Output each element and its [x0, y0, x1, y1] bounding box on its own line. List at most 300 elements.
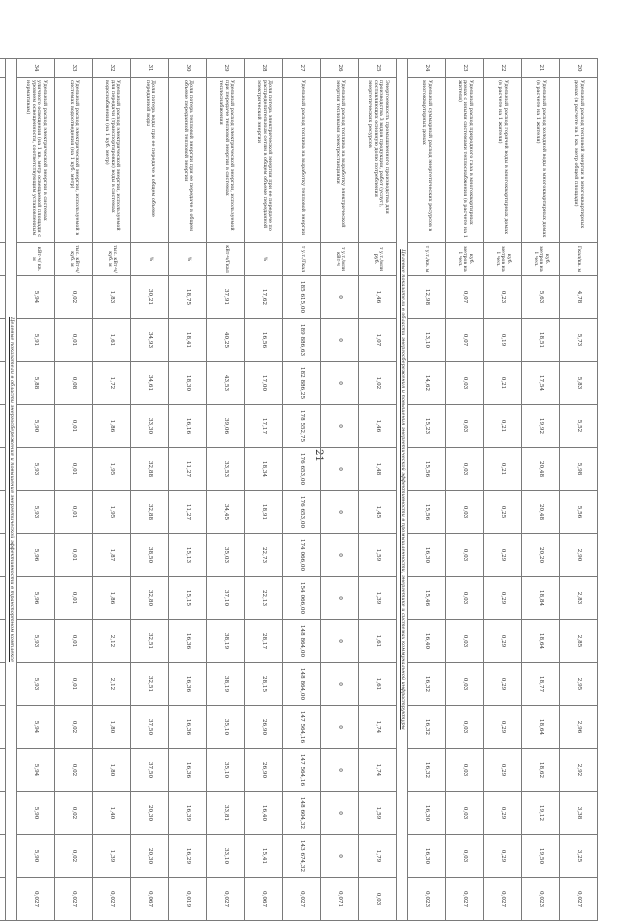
value-cell: 15,15	[169, 577, 207, 620]
value-cell: 20,48	[522, 491, 560, 534]
value-cell: 16,39	[169, 792, 207, 835]
value-cell	[0, 534, 6, 577]
row-number-cell: 28	[245, 59, 283, 78]
unit-cell: тыс. кВт·ч/ куб. м	[93, 243, 131, 276]
unit-cell: т у.т./млн кВт·ч	[321, 243, 359, 276]
value-cell: 16,40	[245, 792, 283, 835]
value-cell: 0,027	[17, 878, 55, 921]
value-cell: 38,19	[207, 620, 245, 663]
value-cell: 1,02	[359, 362, 397, 405]
value-cell: 17,00	[245, 362, 283, 405]
value-cell: 0,21	[484, 448, 522, 491]
value-cell: 0,067	[131, 878, 169, 921]
value-cell: 15,56	[408, 491, 446, 534]
indicator-name-cell: Удельный расход холодной воды в многоквартирных домах (в расчете на 1 жителя)	[522, 78, 560, 243]
value-cell: 3,25	[560, 835, 598, 878]
row-number-cell: 22	[484, 59, 522, 78]
value-cell: 28,15	[245, 663, 283, 706]
value-cell: 16,36	[169, 706, 207, 749]
value-cell: 1,72	[93, 362, 131, 405]
value-cell: 17,54	[522, 362, 560, 405]
value-cell: 0	[321, 792, 359, 835]
row-number-cell: 21	[522, 59, 560, 78]
value-cell: 1,95	[93, 491, 131, 534]
value-cell: 0,07	[446, 319, 484, 362]
unit-cell: кВт·ч/ кв. м	[17, 243, 55, 276]
section-header-transport	[6, 59, 17, 921]
value-cell: 32,51	[131, 620, 169, 663]
row-number-cell: 29	[207, 59, 245, 78]
value-cell: 0,02	[55, 749, 93, 792]
section-header-industry	[397, 59, 408, 921]
value-cell: 0,03	[359, 878, 397, 921]
value-cell: 0,027	[207, 878, 245, 921]
value-cell: 5,52	[560, 405, 598, 448]
value-cell: 5,88	[17, 362, 55, 405]
value-cell	[0, 835, 6, 878]
value-cell: 0,03	[446, 448, 484, 491]
row-number-cell: 25	[359, 59, 397, 78]
value-cell: 147 564,16	[283, 706, 321, 749]
value-cell: 1,74	[359, 749, 397, 792]
value-cell: 0,03	[446, 577, 484, 620]
indicators-table	[0, 58, 598, 921]
value-cell: 1,39	[359, 577, 397, 620]
value-cell: 143 674,32	[283, 835, 321, 878]
value-cell: 37,50	[131, 749, 169, 792]
value-cell: 20,20	[522, 534, 560, 577]
value-cell: 5,96	[17, 577, 55, 620]
unit-cell: Гкал/кв. м	[560, 243, 598, 276]
value-cell: 17,17	[245, 405, 283, 448]
value-cell: 147 564,16	[283, 749, 321, 792]
value-cell: 0,29	[484, 792, 522, 835]
table-row	[283, 59, 321, 921]
value-cell: 174 066,00	[283, 534, 321, 577]
value-cell: 5,94	[17, 706, 55, 749]
value-cell: 16,30	[408, 792, 446, 835]
value-cell: 1,59	[359, 534, 397, 577]
value-cell: 0,01	[55, 491, 93, 534]
value-cell: 1,80	[93, 706, 131, 749]
table-row	[245, 59, 283, 921]
value-cell: 14,62	[408, 362, 446, 405]
value-cell: 15,41	[245, 835, 283, 878]
value-cell: 32,88	[131, 491, 169, 534]
value-cell: 0	[321, 749, 359, 792]
table-row	[446, 59, 484, 921]
value-cell: 1,61	[93, 319, 131, 362]
value-cell: 15,23	[408, 405, 446, 448]
value-cell: 148 864,00	[283, 663, 321, 706]
value-cell: 15,46	[408, 577, 446, 620]
value-cell: 1,46	[359, 405, 397, 448]
value-cell: 182 886,25	[283, 362, 321, 405]
value-cell: 0,02	[55, 792, 93, 835]
value-cell: 2,83	[560, 577, 598, 620]
value-cell: 0,071	[321, 878, 359, 921]
value-cell: 0,03	[446, 491, 484, 534]
value-cell: 0,03	[446, 362, 484, 405]
indicator-name-cell: Удельный расход природного газа в многоквартирных домах с иными системами теплоснабжения (в расчете на 1 жителя)	[446, 78, 484, 243]
table-row	[207, 59, 245, 921]
table-body-transport	[0, 59, 6, 921]
value-cell: 18,77	[522, 663, 560, 706]
table-body-housing	[408, 59, 598, 921]
value-cell: 5,96	[17, 534, 55, 577]
value-cell: 176 653,00	[283, 491, 321, 534]
value-cell	[0, 405, 6, 448]
table-row	[484, 59, 522, 921]
value-cell: 1,61	[359, 620, 397, 663]
value-cell: 17,62	[245, 276, 283, 319]
value-cell: 1,45	[359, 491, 397, 534]
unit-cell: куб. метров на 1 чел.	[484, 243, 522, 276]
value-cell: 1,74	[359, 706, 397, 749]
value-cell: 15,56	[408, 448, 446, 491]
value-cell: 32,80	[131, 577, 169, 620]
value-cell: 16,32	[408, 749, 446, 792]
value-cell: 2,92	[560, 749, 598, 792]
value-cell: 0,21	[484, 405, 522, 448]
row-number-cell: 20	[560, 59, 598, 78]
unit-cell: %	[169, 243, 207, 276]
value-cell: 0,01	[55, 620, 93, 663]
value-cell: 18,41	[169, 319, 207, 362]
value-cell: 0,25	[484, 491, 522, 534]
value-cell: 18,51	[522, 319, 560, 362]
value-cell: 1,46	[359, 276, 397, 319]
value-cell	[0, 362, 6, 405]
indicator-name-cell: Удельный расход горячей воды в многоквартирных домах (в расчете на 1 жителя)	[484, 78, 522, 243]
indicator-name-cell: Доля потерь тепловой энергии при ее передаче в общем объеме переданной тепловой энергии	[169, 78, 207, 243]
value-cell: 0,02	[55, 706, 93, 749]
row-number-cell: 26	[321, 59, 359, 78]
value-cell: 28,17	[245, 620, 283, 663]
table-row	[0, 59, 6, 921]
table-row	[55, 59, 93, 921]
indicator-name-cell: Удельный суммарный расход энергетических ресурсов в многоквартирных домах	[408, 78, 446, 243]
value-cell: 39,06	[207, 405, 245, 448]
value-cell: 16,36	[169, 749, 207, 792]
value-cell: 0,29	[484, 835, 522, 878]
row-number-cell: 31	[131, 59, 169, 78]
value-cell: 18,84	[522, 577, 560, 620]
value-cell: 0,03	[446, 663, 484, 706]
value-cell: 16,30	[408, 534, 446, 577]
value-cell: 5,90	[17, 835, 55, 878]
value-cell: 2,85	[560, 620, 598, 663]
indicator-name-cell: Энергоемкость промышленного производства для производства 3 видов продукции, работ (услуг), составляющих основную долю потребления энергетических ресурсов	[359, 78, 397, 243]
unit-cell: т у.т./млн руб.	[359, 243, 397, 276]
value-cell: 11,27	[169, 491, 207, 534]
indicator-name-cell: Удельный расход топлива на выработку тепловой энергии	[283, 78, 321, 243]
row-number-cell: 24	[408, 59, 446, 78]
value-cell: 19,50	[522, 835, 560, 878]
value-cell: 0	[321, 577, 359, 620]
table-row	[131, 59, 169, 921]
value-cell: 34,93	[131, 319, 169, 362]
value-cell: 0,01	[55, 663, 93, 706]
value-cell: 0	[321, 405, 359, 448]
value-cell: 154 066,00	[283, 577, 321, 620]
value-cell: 1,39	[93, 835, 131, 878]
value-cell: 5,93	[17, 448, 55, 491]
value-cell: 0,03	[446, 405, 484, 448]
value-cell: 0,027	[93, 878, 131, 921]
value-cell: 0,01	[55, 534, 93, 577]
value-cell: 16,36	[169, 620, 207, 663]
value-cell	[0, 620, 6, 663]
value-cell: 22,13	[245, 577, 283, 620]
value-cell: 18,91	[245, 491, 283, 534]
value-cell: 0,023	[522, 878, 560, 921]
indicator-name-cell: Удельный расход тепловой энергии в многоквартирных домах (в расчете на 1 кв. метр общей площади)	[560, 78, 598, 243]
value-cell: 0,01	[55, 319, 93, 362]
value-cell: 19,12	[522, 792, 560, 835]
value-cell: 0	[321, 534, 359, 577]
value-cell: 0,027	[446, 878, 484, 921]
row-number-cell: 30	[169, 59, 207, 78]
value-cell: 16,16	[169, 405, 207, 448]
value-cell: 0,19	[484, 319, 522, 362]
value-cell: 2,12	[93, 620, 131, 663]
value-cell: 3,38	[560, 792, 598, 835]
value-cell: 0,29	[484, 663, 522, 706]
value-cell: 33,53	[207, 448, 245, 491]
value-cell: 0,03	[446, 835, 484, 878]
value-cell: 148 864,00	[283, 620, 321, 663]
indicator-name-cell: Удельный расход топлива на выработку электрической энергии тепловыми электростанциями	[321, 78, 359, 243]
value-cell: 18,64	[522, 706, 560, 749]
value-cell: 1,48	[359, 448, 397, 491]
value-cell: 185 615,00	[283, 276, 321, 319]
value-cell: 5,91	[17, 319, 55, 362]
value-cell: 5,83	[560, 362, 598, 405]
value-cell: 1,87	[93, 534, 131, 577]
value-cell: 0	[321, 362, 359, 405]
value-cell: 1,61	[359, 663, 397, 706]
row-number-cell: 34	[17, 59, 55, 78]
value-cell: 0,29	[484, 577, 522, 620]
value-cell: 13,10	[408, 319, 446, 362]
value-cell	[0, 319, 6, 362]
value-cell: 26,90	[245, 706, 283, 749]
table-row	[408, 59, 446, 921]
value-cell: 37,10	[207, 577, 245, 620]
value-cell: 32,51	[131, 663, 169, 706]
indicator-name-cell: Удельный расход электрической энергии, используемой при передаче тепловой энергии в системах теплоснабжения	[207, 78, 245, 243]
unit-cell: куб. метров на 1 чел.	[522, 243, 560, 276]
unit-cell: тыс. кВт·ч/ куб. м	[55, 243, 93, 276]
indicator-name-cell: Удельный расход электрической энергии в системах уличного освещения (на 1 кв. метр освещаемой площади с уровнем освещенности, соответствующим установленным нормативам)	[17, 78, 55, 243]
value-cell: 0	[321, 620, 359, 663]
value-cell: 0,01	[55, 448, 93, 491]
indicator-name-cell	[0, 78, 6, 243]
table-body-industry	[17, 59, 397, 921]
value-cell: 4,78	[560, 276, 598, 319]
value-cell	[0, 448, 6, 491]
value-cell: 0,03	[446, 792, 484, 835]
page-number: 21	[312, 449, 324, 462]
table-row	[169, 59, 207, 921]
row-number-cell: 27	[283, 59, 321, 78]
value-cell: 38,19	[207, 663, 245, 706]
indicator-name-cell: Удельный расход электрической энергии, используемой в системах водоотведения (на 1 куб. метр)	[55, 78, 93, 243]
value-cell: 5,93	[17, 620, 55, 663]
value-cell: 0,29	[484, 749, 522, 792]
table-row	[359, 59, 397, 921]
value-cell: 1,59	[359, 792, 397, 835]
value-cell: 5,56	[560, 491, 598, 534]
unit-cell: куб. метров на 1 чел.	[446, 243, 484, 276]
value-cell: 19,92	[522, 405, 560, 448]
table-row	[321, 59, 359, 921]
value-cell: 0,027	[55, 878, 93, 921]
indicator-name-cell: Удельный расход электрической энергии, используемой для передачи (транспортировки) воды в системах водоснабжения (на 1 куб. метр)	[93, 78, 131, 243]
value-cell: 5,94	[17, 276, 55, 319]
value-cell: 0,29	[484, 706, 522, 749]
unit-cell: т у.т./кв. м	[408, 243, 446, 276]
value-cell: 5,93	[17, 663, 55, 706]
value-cell: 38,50	[131, 534, 169, 577]
value-cell: 26,90	[245, 749, 283, 792]
value-cell: 32,88	[131, 448, 169, 491]
value-cell: 0,01	[55, 405, 93, 448]
value-cell	[0, 276, 6, 319]
value-cell: 1,86	[93, 405, 131, 448]
indicator-name-cell: Доля потерь воды при ее передаче в общем объеме переданной воды	[131, 78, 169, 243]
value-cell: 33,81	[207, 792, 245, 835]
section-title: Целевые показатели в области энергосбережения и повышения энергетической эффективности в транспортном комплексе	[6, 59, 17, 921]
value-cell: 0	[321, 319, 359, 362]
unit-cell	[0, 243, 6, 276]
row-number-cell: 33	[55, 59, 93, 78]
value-cell: 148 604,32	[283, 792, 321, 835]
value-cell	[0, 491, 6, 534]
value-cell: 5,93	[17, 491, 55, 534]
value-cell: 5,90	[17, 405, 55, 448]
row-number-cell: 32	[93, 59, 131, 78]
value-cell: 0,29	[484, 620, 522, 663]
value-cell: 16,32	[408, 706, 446, 749]
value-cell: 35,10	[207, 749, 245, 792]
value-cell: 5,63	[522, 276, 560, 319]
value-cell: 0,01	[55, 577, 93, 620]
value-cell: 2,96	[560, 706, 598, 749]
value-cell: 33,10	[207, 835, 245, 878]
unit-cell: т у.т./Гкал	[283, 243, 321, 276]
value-cell	[0, 663, 6, 706]
value-cell: 43,53	[207, 362, 245, 405]
table-row	[522, 59, 560, 921]
value-cell: 11,27	[169, 448, 207, 491]
value-cell: 18,75	[169, 276, 207, 319]
section-title: Целевые показатели в области энергосбережения и повышения энергетической эффективности в промышленности, энергетике и системах коммунальной инфраструктуры	[397, 59, 408, 921]
value-cell: 0,019	[169, 878, 207, 921]
value-cell: 37,50	[131, 706, 169, 749]
value-cell: 1,80	[93, 749, 131, 792]
value-cell: 0,027	[484, 878, 522, 921]
value-cell: 0	[321, 706, 359, 749]
value-cell: 0,03	[446, 534, 484, 577]
value-cell: 33,30	[131, 405, 169, 448]
rotated-table-container	[9, 58, 598, 907]
unit-cell: кВт·ч/Гкал	[207, 243, 245, 276]
value-cell: 0	[321, 663, 359, 706]
value-cell: 34,45	[207, 491, 245, 534]
value-cell: 0,02	[55, 835, 93, 878]
value-cell: 16,40	[408, 620, 446, 663]
value-cell: 0,02	[55, 276, 93, 319]
table-row	[17, 59, 55, 921]
value-cell: 40,25	[207, 319, 245, 362]
value-cell	[0, 706, 6, 749]
value-cell: 0,07	[446, 276, 484, 319]
value-cell: 0	[321, 835, 359, 878]
value-cell: 189 886,63	[283, 319, 321, 362]
value-cell: 0	[321, 276, 359, 319]
value-cell: 1,79	[359, 835, 397, 878]
value-cell	[0, 878, 6, 921]
value-cell: 12,98	[408, 276, 446, 319]
value-cell: 16,36	[169, 663, 207, 706]
value-cell: 178 552,75	[283, 405, 321, 448]
value-cell: 35,03	[207, 534, 245, 577]
value-cell: 18,34	[245, 448, 283, 491]
value-cell	[0, 577, 6, 620]
unit-cell: %	[131, 243, 169, 276]
value-cell: 2,95	[560, 663, 598, 706]
value-cell: 0,03	[446, 706, 484, 749]
value-cell: 5,90	[17, 792, 55, 835]
value-cell: 16,30	[408, 835, 446, 878]
value-cell: 16,32	[408, 663, 446, 706]
value-cell	[0, 749, 6, 792]
value-cell: 0	[321, 448, 359, 491]
value-cell: 0	[321, 491, 359, 534]
value-cell: 30,21	[131, 276, 169, 319]
table-row	[560, 59, 598, 921]
value-cell: 15,13	[169, 534, 207, 577]
table-row	[93, 59, 131, 921]
value-cell: 5,98	[560, 448, 598, 491]
value-cell: 0,067	[245, 878, 283, 921]
unit-cell: %	[245, 243, 283, 276]
value-cell: 1,07	[359, 319, 397, 362]
value-cell: 5,73	[560, 319, 598, 362]
value-cell: 0,027	[283, 878, 321, 921]
value-cell: 16,56	[245, 319, 283, 362]
value-cell: 2,12	[93, 663, 131, 706]
value-cell: 37,91	[207, 276, 245, 319]
value-cell: 18,64	[522, 620, 560, 663]
value-cell: 18,30	[169, 362, 207, 405]
value-cell: 34,61	[131, 362, 169, 405]
indicator-name-cell: Доля потерь электрической энергии при ее передаче по распределительным сетям в общем объеме переданной электрической энергии	[245, 78, 283, 243]
value-cell: 1,83	[93, 276, 131, 319]
value-cell: 1,40	[93, 792, 131, 835]
value-cell: 0,023	[408, 878, 446, 921]
rotated-table-area	[9, 58, 598, 907]
value-cell: 16,29	[169, 835, 207, 878]
value-cell: 20,48	[522, 448, 560, 491]
value-cell: 2,90	[560, 534, 598, 577]
value-cell: 35,10	[207, 706, 245, 749]
value-cell: 0,03	[446, 620, 484, 663]
value-cell: 0,23	[484, 276, 522, 319]
value-cell	[0, 792, 6, 835]
